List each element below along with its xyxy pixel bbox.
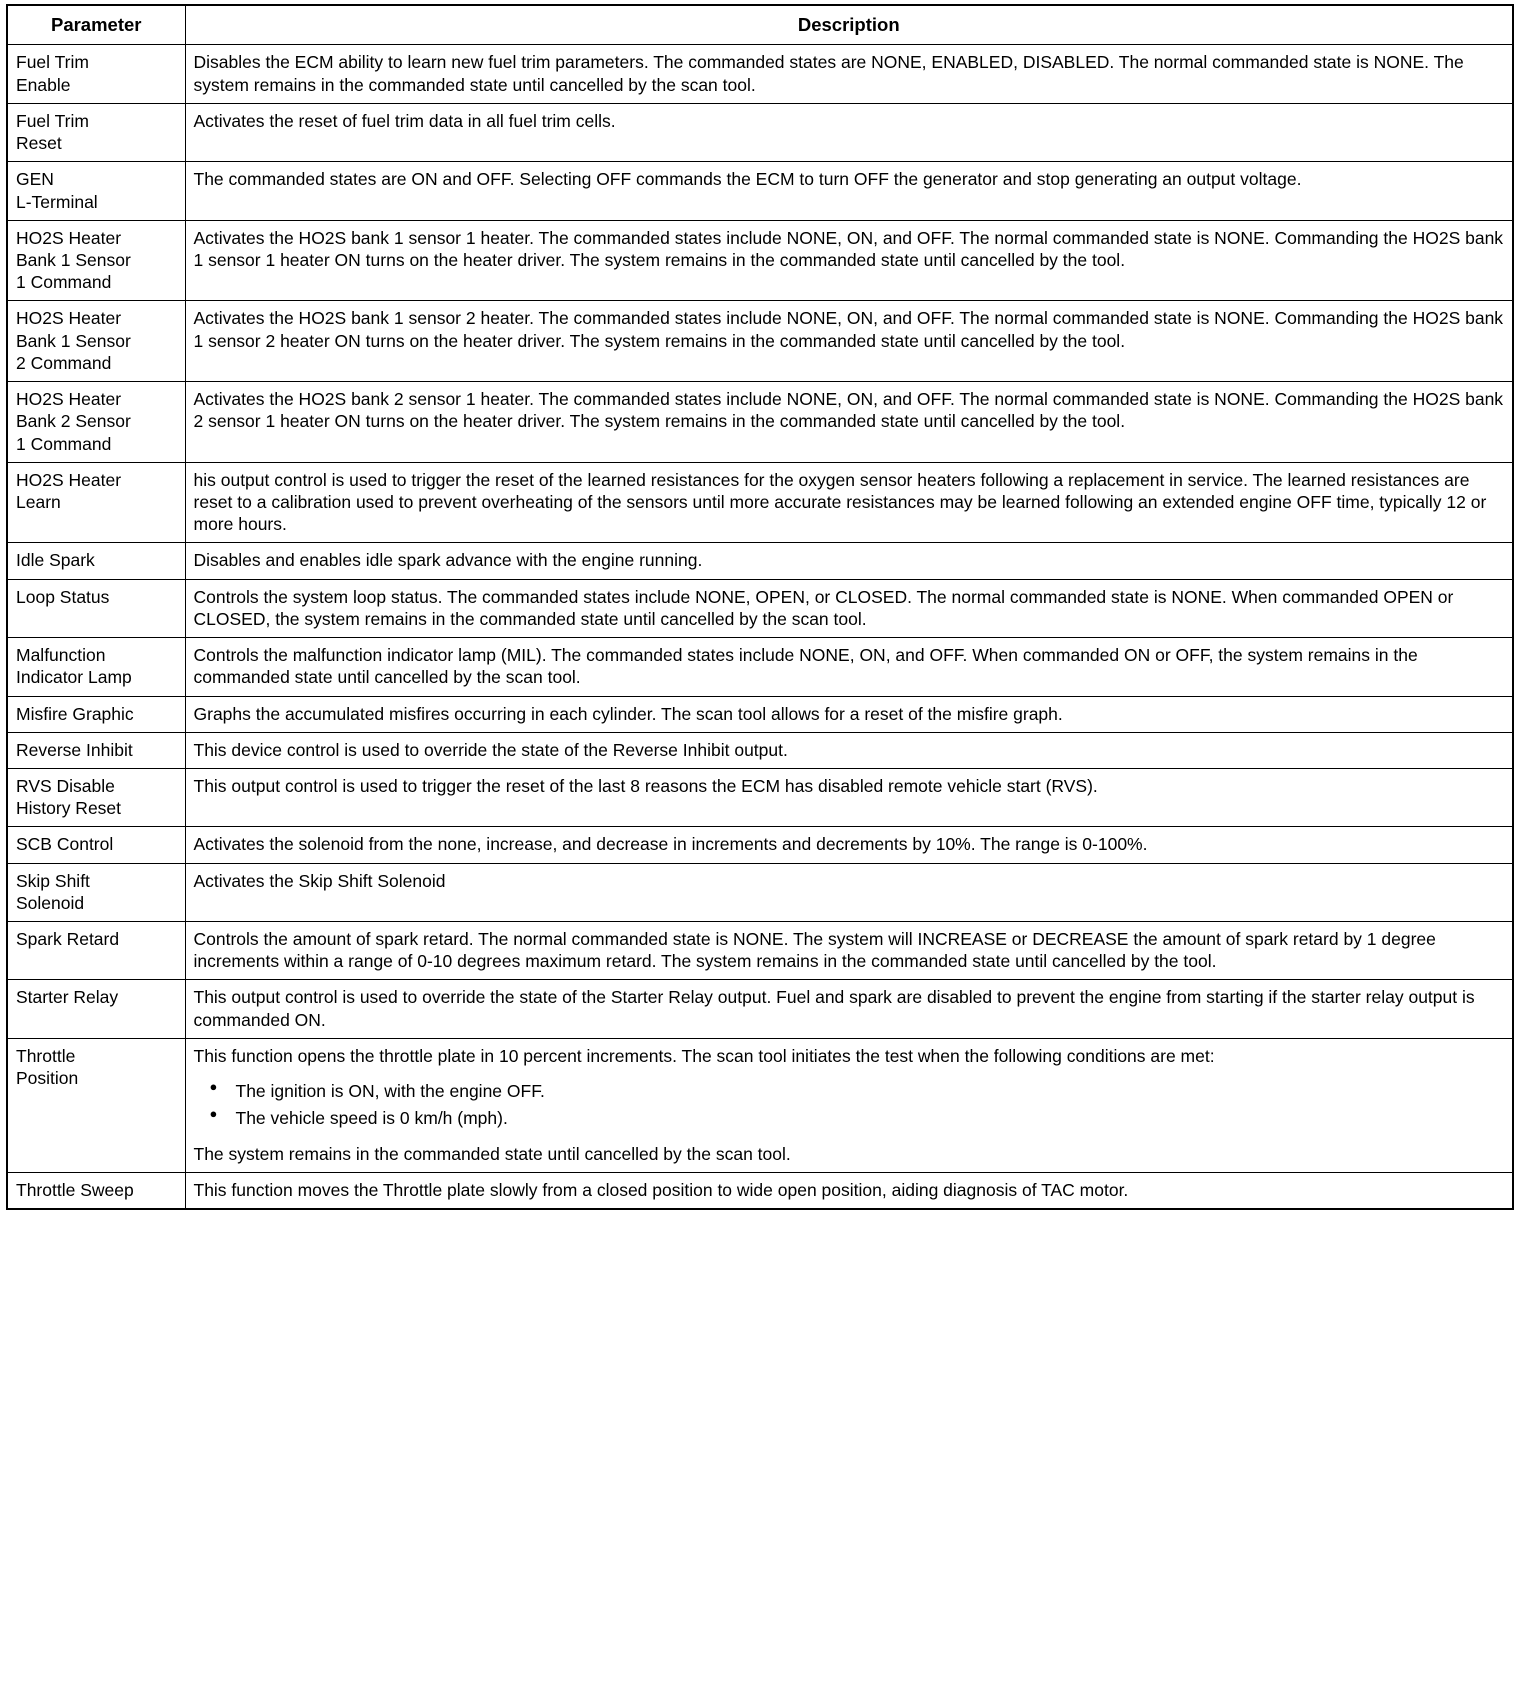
table-row: [7, 462, 1513, 543]
cell-parameter: Fuel Trim Reset: [7, 103, 185, 161]
cell-description: Disables and enables idle spark advance with the engine running.: [185, 543, 1513, 579]
table-row: [7, 638, 1513, 696]
table-row: [7, 1172, 1513, 1209]
table-row: [7, 827, 1513, 863]
cell-parameter: Throttle Position: [7, 1038, 185, 1172]
list-item: ● The ignition is ON, with the engine OFF.: [236, 1080, 1505, 1103]
table-row: [7, 922, 1513, 980]
table-row: [7, 696, 1513, 732]
table-row: [7, 543, 1513, 579]
cell-parameter: HO2S Heater Bank 2 Sensor 1 Command: [7, 382, 185, 463]
cell-description: Activates the Skip Shift Solenoid: [185, 863, 1513, 921]
list-item: ● The vehicle speed is 0 km/h (mph).: [236, 1107, 1505, 1130]
parameter-description-table: [6, 4, 1514, 1210]
table-row: [7, 579, 1513, 637]
cell-parameter: Loop Status: [7, 579, 185, 637]
cell-description: This output control is used to trigger the reset of the last 8 reasons the ECM has disabled remote vehicle start (RVS).: [185, 768, 1513, 826]
cell-parameter: RVS Disable History Reset: [7, 768, 185, 826]
cell-description: Activates the HO2S bank 2 sensor 1 heater. The commanded states include NONE, ON, and OFF. The normal commanded state is NONE. Commanding the HO2S bank 2 sensor 1 heater ON turns on the heater driver. The system remains in the commanded state until cancelled by the tool.: [185, 382, 1513, 463]
description-outro: The system remains in the commanded state until cancelled by the scan tool.: [193, 1143, 791, 1164]
cell-description: The commanded states are ON and OFF. Selecting OFF commands the ECM to turn OFF the generator and stop generating an output voltage.: [185, 162, 1513, 220]
table-row: [7, 382, 1513, 463]
cell-description: Disables the ECM ability to learn new fuel trim parameters. The commanded states are NONE, ENABLED, DISABLED. The normal commanded state is NONE. The system remains in the commanded state until cancelled by the scan tool.: [185, 45, 1513, 103]
table-row: [7, 980, 1513, 1038]
cell-parameter: HO2S Heater Bank 1 Sensor 2 Command: [7, 301, 185, 382]
cell-description: This function moves the Throttle plate slowly from a closed position to wide open position, aiding diagnosis of TAC motor.: [185, 1172, 1513, 1209]
cell-parameter: Starter Relay: [7, 980, 185, 1038]
cell-parameter: GEN L-Terminal: [7, 162, 185, 220]
table-header: [7, 5, 1513, 45]
cell-parameter: Idle Spark: [7, 543, 185, 579]
table-row: [7, 301, 1513, 382]
cell-parameter: HO2S Heater Bank 1 Sensor 1 Command: [7, 220, 185, 301]
cell-parameter: Fuel Trim Enable: [7, 45, 185, 103]
description-intro: This function opens the throttle plate in 10 percent increments. The scan tool initiates the test when the following conditions are met:: [193, 1045, 1215, 1066]
cell-description: Graphs the accumulated misfires occurring in each cylinder. The scan tool allows for a reset of the misfire graph.: [185, 696, 1513, 732]
table-body: [7, 45, 1513, 1209]
table-row: [7, 103, 1513, 161]
cell-description: Activates the HO2S bank 1 sensor 1 heater. The commanded states include NONE, ON, and OFF. The normal commanded state is NONE. Commanding the HO2S bank 1 sensor 1 heater ON turns on the heater driver. The system remains in the commanded state until cancelled by the tool.: [185, 220, 1513, 301]
cell-description: his output control is used to trigger the reset of the learned resistances for the oxygen sensor heaters following a replacement in service. The learned resistances are reset to a calibration used to prevent overheating of the sensors until more accurate resistances may be learned following an extended engine OFF time, typically 12 or more hours.: [185, 462, 1513, 543]
cell-parameter: Misfire Graphic: [7, 696, 185, 732]
cell-parameter: HO2S Heater Learn: [7, 462, 185, 543]
table-row: [7, 768, 1513, 826]
cell-description: This output control is used to override the state of the Starter Relay output. Fuel and spark are disabled to prevent the engine from starting if the starter relay output is commanded ON.: [185, 980, 1513, 1038]
table-row: [7, 1038, 1513, 1172]
cell-description: Activates the HO2S bank 1 sensor 2 heater. The commanded states include NONE, ON, and OFF. The normal commanded state is NONE. Commanding the HO2S bank 1 sensor 2 heater ON turns on the heater driver. The system remains in the commanded state until cancelled by the tool.: [185, 301, 1513, 382]
cell-parameter: Malfunction Indicator Lamp: [7, 638, 185, 696]
cell-parameter: SCB Control: [7, 827, 185, 863]
table-row: [7, 732, 1513, 768]
table-row: [7, 45, 1513, 103]
cell-description: Controls the amount of spark retard. The normal commanded state is NONE. The system will INCREASE or DECREASE the amount of spark retard by 1 degree increments within a range of 0-10 degrees maximum retard. The system remains in the commanded state until cancelled by the tool.: [185, 922, 1513, 980]
cell-description: Controls the malfunction indicator lamp (MIL). The commanded states include NONE, ON, and OFF. When commanded ON or OFF, the system remains in the commanded state until cancelled by the scan tool.: [185, 638, 1513, 696]
cell-description: This device control is used to override the state of the Reverse Inhibit output.: [185, 732, 1513, 768]
cell-parameter: Skip Shift Solenoid: [7, 863, 185, 921]
cell-parameter: Spark Retard: [7, 922, 185, 980]
table-row: [7, 863, 1513, 921]
cell-parameter: Reverse Inhibit: [7, 732, 185, 768]
condition-list: [194, 1080, 1505, 1130]
column-header-parameter: Parameter: [7, 5, 185, 45]
cell-description: Controls the system loop status. The commanded states include NONE, OPEN, or CLOSED. The normal commanded state is NONE. When commanded OPEN or CLOSED, the system remains in the commanded state until cancelled by the scan tool.: [185, 579, 1513, 637]
cell-description: Activates the reset of fuel trim data in all fuel trim cells.: [185, 103, 1513, 161]
table-row: [7, 162, 1513, 220]
table-row: [7, 220, 1513, 301]
table-header-row: [7, 5, 1513, 45]
column-header-description: Description: [185, 5, 1513, 45]
cell-description: Activates the solenoid from the none, increase, and decrease in increments and decrements by 10%. The range is 0-100%.: [185, 827, 1513, 863]
cell-parameter: Throttle Sweep: [7, 1172, 185, 1209]
cell-description-throttle-position: [185, 1038, 1513, 1172]
